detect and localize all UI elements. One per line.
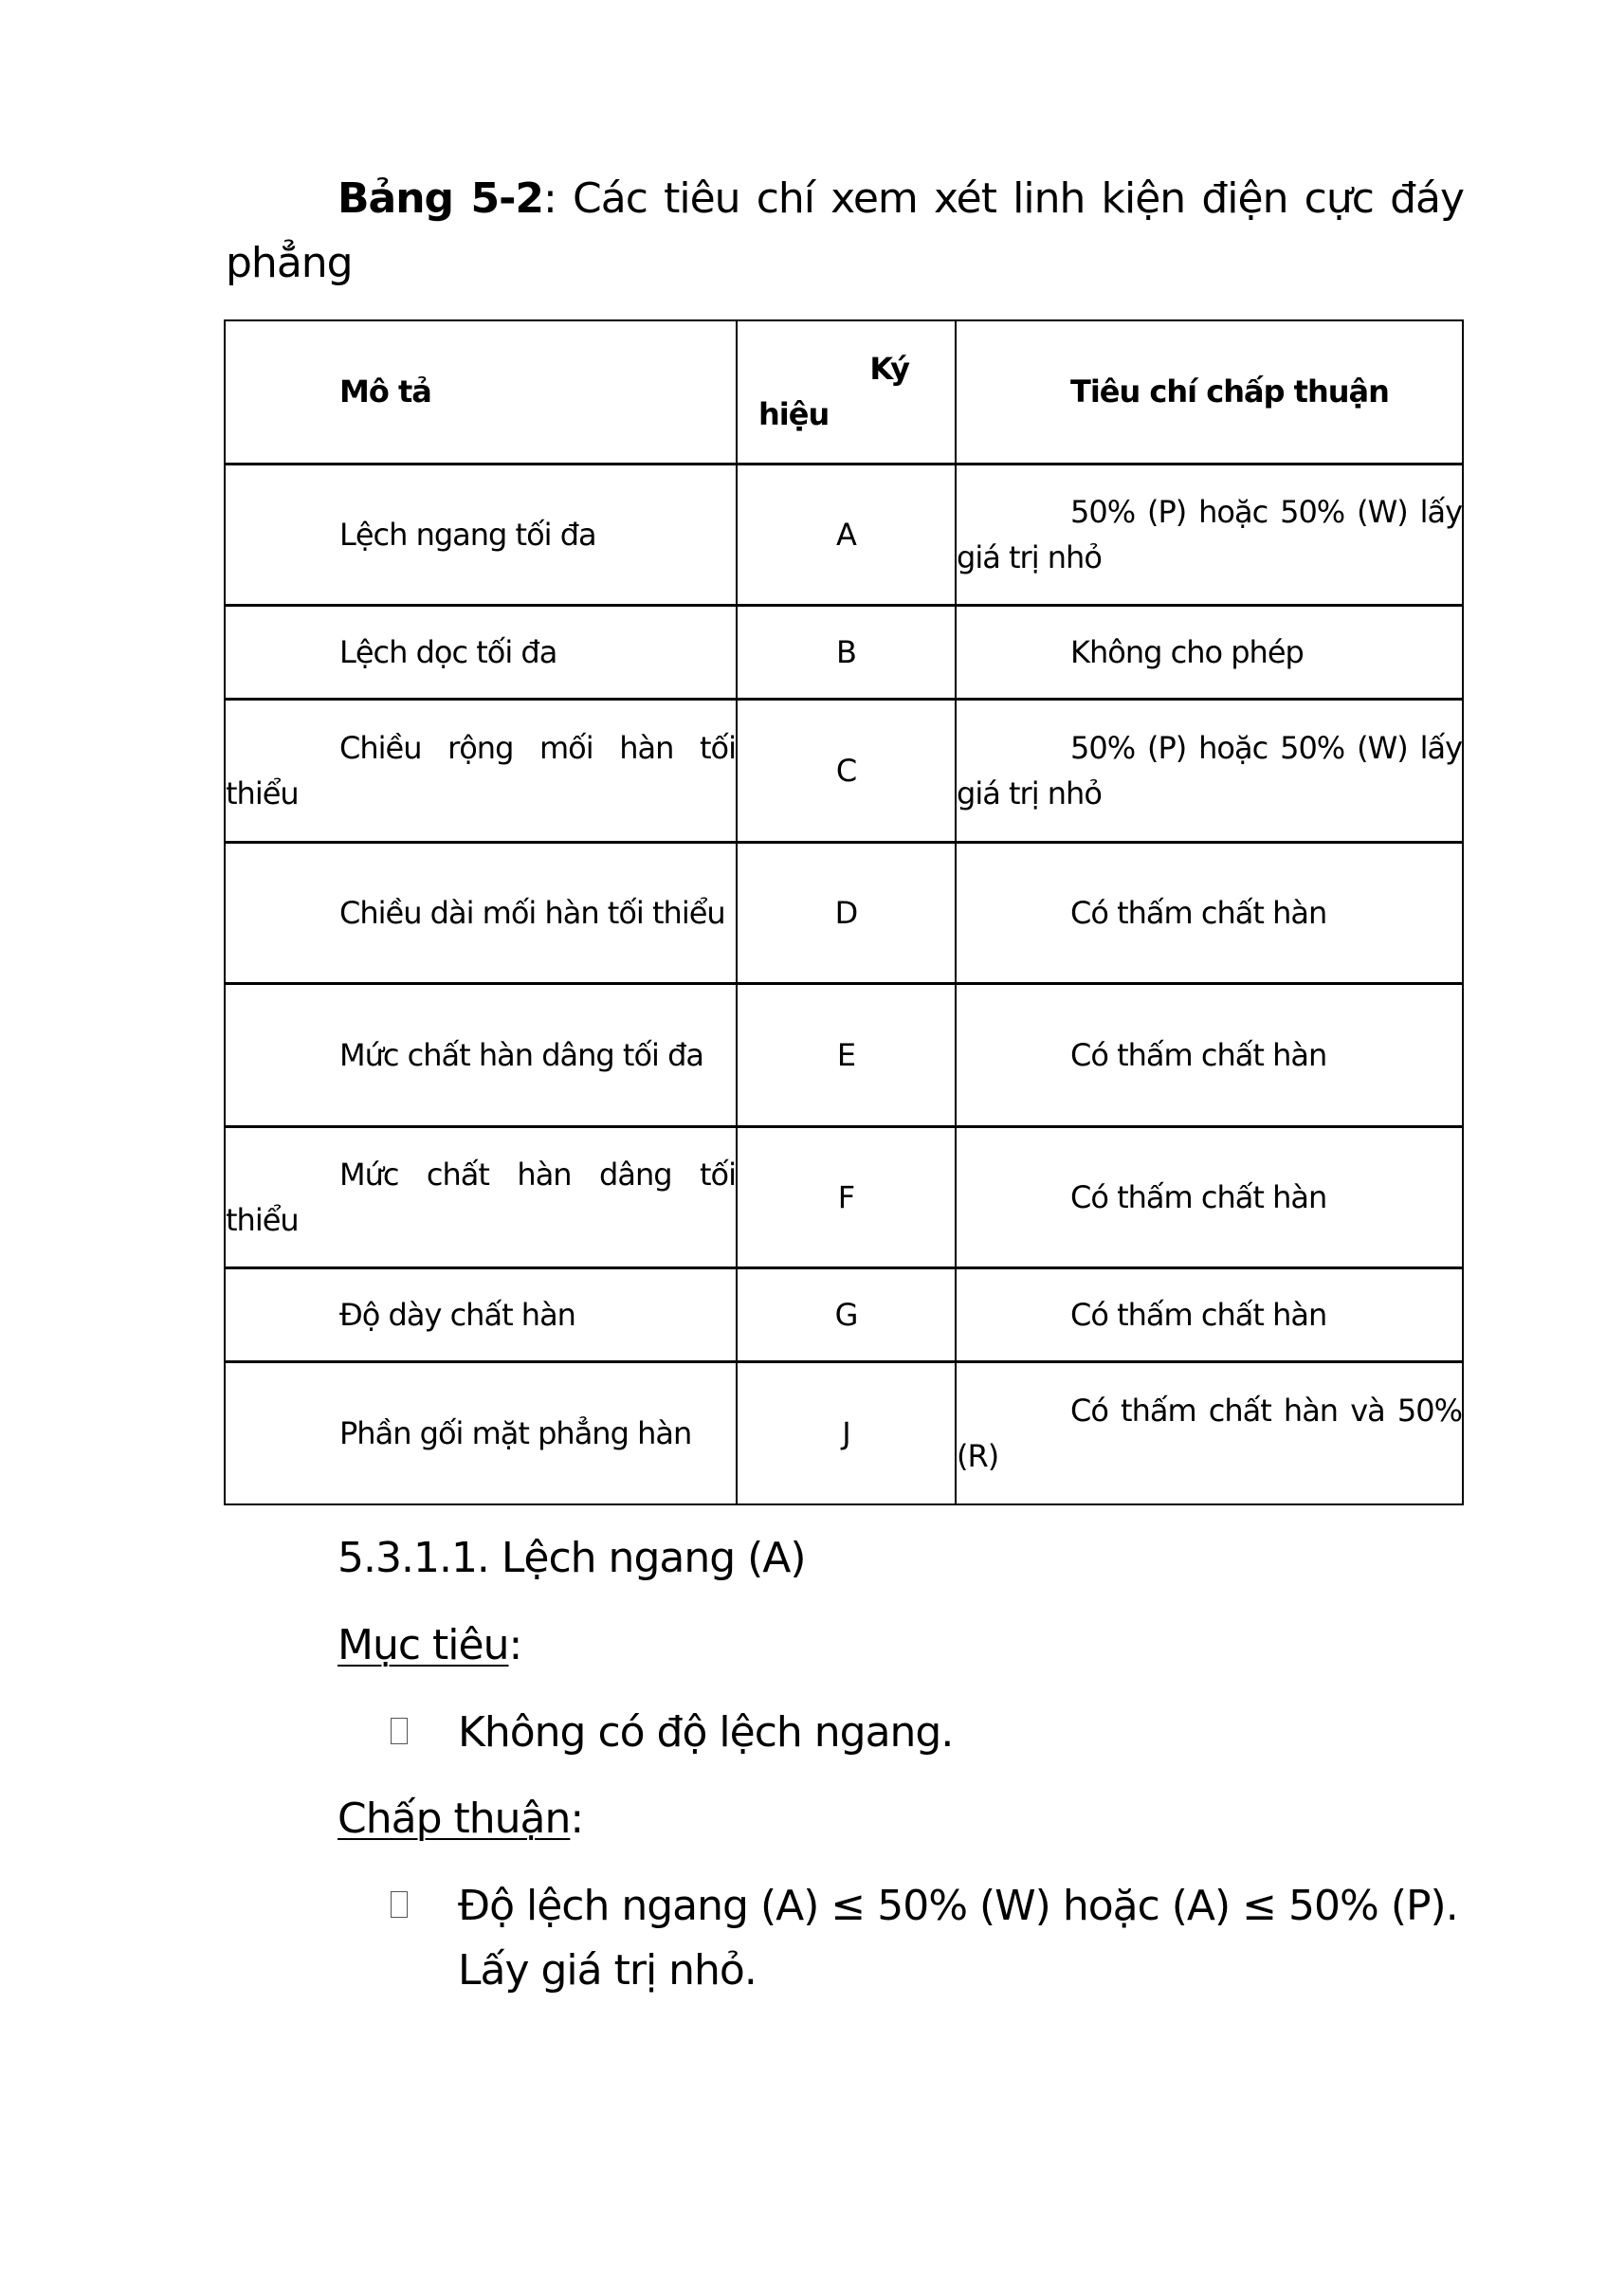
table-header-row bbox=[225, 320, 1463, 464]
bullet-box-icon bbox=[391, 1718, 408, 1744]
table-row bbox=[225, 983, 1463, 1126]
row-criteria: 50% (P) hoặc 50% (W) lấy giá trị nhỏ bbox=[956, 464, 1463, 605]
row-criteria: Có thấm chất hàn bbox=[956, 1126, 1463, 1267]
section-heading: 5.3.1.1. Lệch ngang (A) bbox=[338, 1534, 806, 1582]
caption-label: Bảng 5-2 bbox=[338, 174, 544, 223]
acceptance-item bbox=[391, 1874, 1468, 2003]
objective-item bbox=[391, 1701, 1468, 1765]
table-row bbox=[225, 842, 1463, 983]
row-criteria: Có thấm chất hàn bbox=[956, 1267, 1463, 1361]
criteria-table bbox=[224, 319, 1464, 1505]
row-symbol: D bbox=[737, 842, 956, 983]
caption-text: Các tiêu chí xem xét linh kiện điện cực đáy bbox=[573, 174, 1464, 223]
row-description: Mức chất hàn dâng tối thiểu bbox=[225, 1126, 737, 1267]
row-description: Mức chất hàn dâng tối đa bbox=[225, 983, 737, 1126]
table-row bbox=[225, 464, 1463, 605]
row-criteria: Có thấm chất hàn bbox=[956, 842, 1463, 983]
row-symbol: J bbox=[737, 1361, 956, 1504]
caption-line-2: phẳng bbox=[226, 239, 353, 287]
row-symbol: B bbox=[737, 605, 956, 699]
acceptance-label: Chấp thuận: bbox=[338, 1795, 584, 1843]
acceptance-item-text: Độ lệch ngang (A) ≤ 50% (W) hoặc (A) ≤ 50% (P). Lấy giá trị nhỏ. bbox=[458, 1882, 1458, 1995]
row-description: Lệch dọc tối đa bbox=[225, 605, 737, 699]
header-symbol: Ký hiệu bbox=[737, 320, 956, 464]
row-criteria: 50% (P) hoặc 50% (W) lấy giá trị nhỏ bbox=[956, 699, 1463, 842]
row-symbol: A bbox=[737, 464, 956, 605]
row-symbol: F bbox=[737, 1126, 956, 1267]
table-row bbox=[225, 1126, 1463, 1267]
caption-line-1 bbox=[226, 167, 1464, 231]
row-symbol: E bbox=[737, 983, 956, 1126]
table-row bbox=[225, 1361, 1463, 1504]
header-description: Mô tả bbox=[225, 320, 737, 464]
bullet-box-icon bbox=[391, 1891, 408, 1918]
table-caption bbox=[226, 167, 1464, 296]
row-description: Độ dày chất hàn bbox=[225, 1267, 737, 1361]
row-criteria: Có thấm chất hàn và 50% (R) bbox=[956, 1361, 1463, 1504]
table-row bbox=[225, 699, 1463, 842]
objective-label: Mục tiêu: bbox=[338, 1621, 522, 1669]
row-criteria: Không cho phép bbox=[956, 605, 1463, 699]
header-criteria: Tiêu chí chấp thuận bbox=[956, 320, 1463, 464]
table-row bbox=[225, 605, 1463, 699]
row-description: Lệch ngang tối đa bbox=[225, 464, 737, 605]
objective-item-text: Không có độ lệch ngang. bbox=[458, 1708, 954, 1757]
row-symbol: C bbox=[737, 699, 956, 842]
table-row bbox=[225, 1267, 1463, 1361]
row-criteria: Có thấm chất hàn bbox=[956, 983, 1463, 1126]
row-description: Phần gối mặt phẳng hàn bbox=[225, 1361, 737, 1504]
row-symbol: G bbox=[737, 1267, 956, 1361]
caption-separator: : bbox=[543, 174, 557, 223]
row-description: Chiều dài mối hàn tối thiểu bbox=[225, 842, 737, 983]
row-description: Chiều rộng mối hàn tối thiểu bbox=[225, 699, 737, 842]
